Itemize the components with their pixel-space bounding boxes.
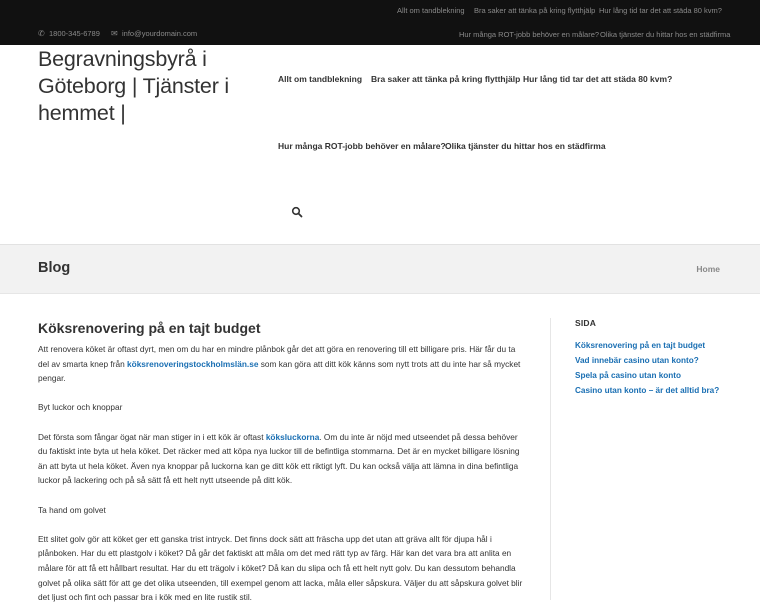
nav-item-stadfirma[interactable]: Olika tjänster du hittar hos en städfirma bbox=[445, 141, 606, 151]
nav-item-stada[interactable]: Hur lång tid tar det att städa 80 kvm? bbox=[523, 74, 673, 84]
site-title[interactable]: Begravningsbyrå i Göteborg | Tjänster i hemmet | bbox=[38, 47, 230, 125]
nav-item-tandblekning[interactable]: Allt om tandblekning bbox=[278, 74, 363, 84]
list-item bbox=[575, 353, 745, 368]
article-title[interactable]: Köksrenovering på en tajt budget bbox=[38, 320, 261, 336]
subheading-golvet: Ta hand om golvet bbox=[38, 504, 106, 515]
list-item bbox=[575, 368, 745, 383]
phone-contact bbox=[38, 29, 100, 38]
top-link-tandblekning[interactable]: Allt om tandblekning bbox=[397, 6, 465, 15]
top-link-flytthjalp[interactable]: Bra saker att tänka på kring flytthjälp bbox=[474, 6, 596, 15]
subheading-luckor: Byt luckor och knoppar bbox=[38, 402, 123, 413]
article-paragraph-intro bbox=[38, 342, 528, 386]
sidebar-link-vad-innebar[interactable]: Vad innebär casino utan konto? bbox=[575, 356, 699, 365]
top-link-stadfirma[interactable]: Olika tjänster du hittar hos en städfirma bbox=[600, 30, 731, 39]
sidebar-link-spela[interactable]: Spela på casino utan konto bbox=[575, 371, 682, 380]
page-title: Blog bbox=[38, 260, 71, 276]
sidebar bbox=[575, 318, 745, 398]
sidebar-link-alltid-bra[interactable]: Casino utan konto – är det alltid bra? bbox=[575, 386, 720, 395]
top-bar bbox=[0, 0, 760, 45]
email-contact[interactable] bbox=[111, 29, 197, 38]
intro-text: Att renovera köket är oftast dyrt, men om du har en mindre plånbok går det att göra en renovering till ett billigare pris. Här får du ta del av smarta knep från bbox=[38, 344, 516, 369]
nav-item-flytthjalp[interactable]: Bra saker att tänka på kring flytthjälp bbox=[371, 74, 521, 84]
list-item bbox=[575, 383, 745, 398]
top-link-rot[interactable]: Hur många ROT-jobb behöver en målare? bbox=[459, 30, 600, 39]
link-koksrenovering[interactable]: köksrenoveringstockholmslän.se bbox=[127, 358, 259, 369]
sidebar-link-koksrenovering[interactable]: Köksrenovering på en tajt budget bbox=[575, 341, 706, 350]
phone-number: 1800-345-6789 bbox=[49, 29, 100, 38]
sidebar-divider bbox=[550, 318, 551, 600]
article bbox=[38, 320, 528, 605]
article-paragraph-luckor bbox=[38, 430, 528, 488]
article-paragraph-golvet: Ett slitet golv gör att köket ger ett ganska trist intryck. Det finns dock sätt att fräscha upp det utan att gräva allt för djupa hål i plånboken. Har du ett plastgolv i köket? Då går det faktiskt att måla om det med rätt typ av färg. Här kan det vara bra att anlita en målare för att få ett hållbart resultat. Har du ett trägolv i köket? Då kan du slipa och få ett helt nytt golv. Du kan dessutom behandla golvet på olika sätt för att ge det olika utseenden, till exempel genom att lacka, måla eller såpskura. Väljer du att såpskura golvet blir det ljust och fint och passar bra i kök med en lite rustik stil. bbox=[38, 533, 523, 603]
top-link-stada[interactable]: Hur lång tid tar det att städa 80 kvm? bbox=[599, 6, 722, 15]
nav-item-rot[interactable]: Hur många ROT-jobb behöver en målare? bbox=[278, 141, 446, 151]
intro-text-end: som kan göra att ditt kök känns som nytt trots att du inte har så mycket pengar. bbox=[38, 358, 521, 384]
search-icon[interactable] bbox=[291, 206, 303, 218]
list-item bbox=[575, 338, 745, 353]
phone-icon: ✆ bbox=[38, 29, 45, 38]
envelope-icon: ✉ bbox=[111, 29, 118, 38]
page-title-bar bbox=[0, 245, 760, 294]
luckor-text-end: . Om du inte är nöjd med utseendet på dessa behöver du faktiskt inte byta ut hela köket. Det räcker med att köpa nya luckor till de befintliga stommarna. Det är en mycket billigare lösning än att byta ut hela köket. Även nya knoppar på luckorna kan ge ditt kök ett riktigt lyft. Du kan också välja att lämna in dina befintliga luckor på lackering och på så sätt få ett helt nytt utseende på ditt kök. bbox=[38, 431, 520, 486]
luckor-text: Det första som fångar ögat när man stiger in i ett kök är oftast bbox=[38, 431, 266, 442]
sidebar-heading: SIDA bbox=[575, 318, 597, 328]
email-address[interactable]: info@yourdomain.com bbox=[122, 29, 198, 38]
breadcrumb-home[interactable]: Home bbox=[696, 264, 720, 274]
sidebar-list bbox=[575, 338, 745, 398]
link-koksluckorna[interactable]: köksluckorna bbox=[265, 431, 320, 442]
